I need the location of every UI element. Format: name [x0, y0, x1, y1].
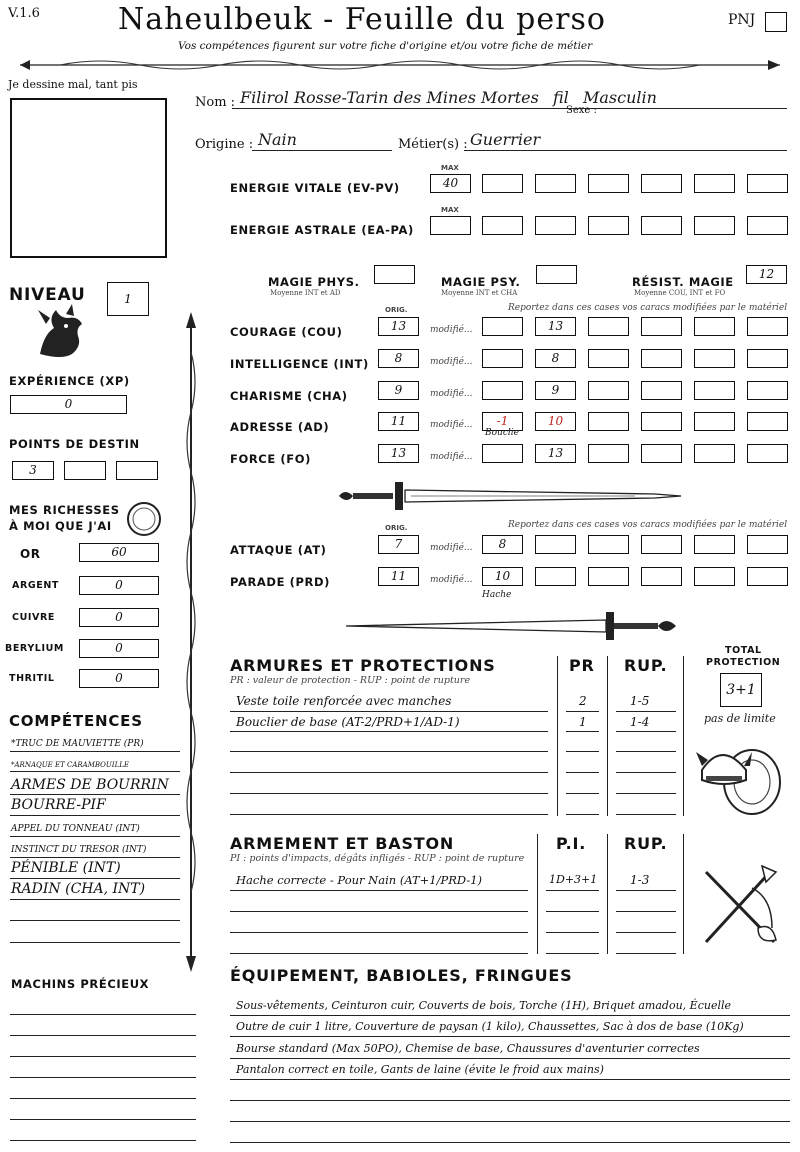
wealth-value-thritil[interactable]: 0	[79, 669, 159, 688]
stat-label-cou: COURAGE (COU)	[230, 325, 343, 339]
stat-val-cou[interactable]: 13	[535, 317, 576, 336]
competences-label: COMPÉTENCES	[9, 712, 143, 730]
destin-box-3[interactable]	[116, 461, 158, 480]
arme-line	[616, 953, 676, 954]
total-protection-label-1: TOTAL	[725, 645, 762, 656]
stat-box[interactable]	[641, 381, 682, 400]
stats-orig-label: ORIG.	[385, 306, 408, 314]
niveau-value[interactable]: 1	[107, 282, 149, 316]
armement-label: ARMEMENT ET BASTON	[230, 834, 455, 853]
stats-note: Reportez dans ces cases vos caracs modifiées par le matériel	[508, 303, 788, 313]
armure-line	[230, 814, 548, 815]
metier-label: Métier(s) :	[398, 137, 468, 152]
ea-max-label: MAX	[441, 206, 459, 214]
ea-box[interactable]	[694, 216, 735, 235]
combat-box[interactable]	[641, 535, 682, 554]
wealth-value-argent[interactable]: 0	[79, 576, 159, 595]
equipement-underline	[230, 1058, 790, 1059]
stat-label-fo: FORCE (FO)	[230, 452, 311, 466]
stat-val-cha[interactable]: 9	[535, 381, 576, 400]
armures-label: ARMURES ET PROTECTIONS	[230, 656, 496, 675]
equipement-underline	[230, 1121, 790, 1122]
ea-label: ENERGIE ASTRALE (EA-PA)	[230, 223, 414, 237]
equipement-underline	[230, 1100, 790, 1101]
arme-rup: 1-3	[630, 873, 650, 887]
combat-label-prd: PARADE (PRD)	[230, 575, 330, 589]
competence-line	[10, 878, 180, 879]
sexe-value[interactable]: fil	[553, 88, 569, 107]
competence-line	[10, 836, 180, 837]
equipement-underline	[230, 1079, 790, 1080]
ev-box[interactable]	[482, 174, 523, 193]
stat-mod-ad[interactable]: -1	[482, 412, 523, 431]
armure-line	[230, 731, 548, 732]
magie-phys-sub: Moyenne INT et AD	[270, 289, 341, 297]
armures-col-pr: PR	[569, 656, 595, 675]
magie-psy-label: MAGIE PSY.	[441, 275, 521, 289]
dragon-icon	[32, 304, 84, 362]
precieux-line	[10, 1140, 196, 1141]
modifie-label: modifié...	[430, 325, 473, 335]
header-ornament-spear	[0, 54, 800, 76]
competence-item: APPEL DU TONNEAU (INT)	[11, 824, 140, 834]
niveau-label: NIVEAU	[9, 285, 86, 305]
armure-line	[616, 731, 676, 732]
stat-box[interactable]	[641, 317, 682, 336]
ea-box[interactable]	[588, 216, 629, 235]
stat-mod-note-ad: Bouclie	[485, 428, 519, 438]
destin-label: POINTS DE DESTIN	[9, 437, 140, 451]
magie-phys-value[interactable]	[374, 265, 415, 284]
stat-box[interactable]	[588, 317, 629, 336]
arme-line	[230, 911, 528, 912]
resist-magie-value[interactable]: 12	[746, 265, 787, 284]
competence-line	[10, 899, 180, 900]
resist-magie-label: RÉSIST. MAGIE	[632, 275, 734, 289]
armures-divider	[683, 656, 684, 816]
stat-val-ad[interactable]: 10	[535, 412, 576, 431]
portrait-caption: Je dessine mal, tant pis	[8, 78, 138, 91]
competence-line	[10, 942, 180, 943]
magie-psy-sub: Moyenne INT et CHA	[441, 289, 518, 297]
wealth-label-berylium: BERYLIUM	[5, 643, 64, 654]
stat-box[interactable]	[588, 381, 629, 400]
metier-value[interactable]: Guerrier	[470, 130, 541, 149]
precieux-line	[10, 1077, 196, 1078]
richesses-label-1: MES RICHESSES	[9, 503, 120, 517]
modifie-label: modifié...	[430, 543, 473, 553]
combat-orig-label: ORIG.	[385, 524, 408, 532]
wealth-value-berylium[interactable]: 0	[79, 639, 159, 658]
destin-value[interactable]: 3	[12, 461, 54, 480]
armure-line	[616, 772, 676, 773]
armure-line	[230, 793, 548, 794]
competence-item: PÉNIBLE (INT)	[11, 860, 121, 876]
stat-orig-cha[interactable]: 9	[378, 381, 419, 400]
ev-box[interactable]	[535, 174, 576, 193]
armure-line	[566, 731, 599, 732]
sexe-label: Sexe :	[566, 105, 597, 116]
combat-box[interactable]	[747, 535, 788, 554]
armement-divider	[537, 834, 538, 954]
coin-icon	[125, 500, 163, 538]
equipement-line: Sous-vêtements, Ceinturon cuir, Couverts de bois, Torche (1H), Briquet amadou, Écuelle	[236, 999, 731, 1012]
stat-orig-int[interactable]: 8	[378, 349, 419, 368]
precieux-line	[10, 1014, 196, 1015]
version-label: V.1.6	[8, 6, 40, 21]
armure-line	[566, 751, 599, 752]
combat-box[interactable]	[535, 535, 576, 554]
competence-line	[10, 794, 180, 795]
stat-box[interactable]	[747, 317, 788, 336]
competence-item: INSTINCT DU TRESOR (INT)	[11, 845, 147, 855]
portrait-box[interactable]	[10, 98, 167, 258]
ev-box[interactable]	[694, 174, 735, 193]
equipement-line: Pantalon correct en toile, Gants de laine (évite le froid aux mains)	[236, 1063, 604, 1076]
equipement-underline	[230, 1015, 790, 1016]
stat-mod-int[interactable]	[482, 349, 523, 368]
stat-box[interactable]	[694, 317, 735, 336]
modifie-label: modifié...	[430, 357, 473, 367]
arme-pi: 1D+3+1	[549, 873, 598, 886]
stat-label-ad: ADRESSE (AD)	[230, 420, 330, 434]
competence-line	[10, 920, 180, 921]
modifie-label: modifié...	[430, 420, 473, 430]
precieux-line	[10, 1098, 196, 1099]
armure-line	[616, 711, 676, 712]
vertical-spear-ornament	[180, 312, 202, 972]
arme-line	[616, 890, 676, 891]
stat-box[interactable]	[747, 381, 788, 400]
xp-label: EXPÉRIENCE (XP)	[9, 374, 130, 388]
combat-mod-note-prd: Hache	[482, 590, 512, 600]
competence-item: BOURRE-PIF	[11, 797, 106, 813]
ev-box[interactable]	[747, 174, 788, 193]
ea-box[interactable]	[641, 216, 682, 235]
arme-line	[230, 953, 528, 954]
armures-divider	[607, 656, 608, 816]
competence-line	[10, 857, 180, 858]
armure-line	[616, 814, 676, 815]
combat-box[interactable]	[588, 567, 629, 586]
armure-line	[616, 793, 676, 794]
armement-col-rup: RUP.	[624, 834, 668, 853]
armure-line	[566, 793, 599, 794]
wealth-value-or[interactable]: 60	[79, 543, 159, 562]
armure-line	[230, 772, 548, 773]
stat-box[interactable]	[694, 444, 735, 463]
stat-box[interactable]	[747, 412, 788, 431]
stat-box[interactable]	[641, 444, 682, 463]
arme-line	[230, 890, 528, 891]
armement-divider	[683, 834, 684, 954]
competence-line	[10, 771, 180, 772]
resist-magie-sub: Moyenne COU, INT et FO	[634, 289, 726, 297]
combat-box[interactable]	[588, 535, 629, 554]
precieux-line	[10, 1035, 196, 1036]
combat-box[interactable]	[641, 567, 682, 586]
armure-line	[566, 711, 599, 712]
magie-phys-label: MAGIE PHYS.	[268, 275, 360, 289]
equipement-underline	[230, 1142, 790, 1143]
wealth-label-cuivre: CUIVRE	[12, 612, 55, 623]
origine-label: Origine :	[195, 137, 254, 152]
nom-underline	[232, 108, 787, 109]
ev-max-label: MAX	[441, 164, 459, 172]
arme-line	[546, 953, 599, 954]
ea-max-value[interactable]	[430, 216, 471, 235]
stat-box[interactable]	[641, 349, 682, 368]
arme-line	[616, 932, 676, 933]
stat-box[interactable]	[641, 412, 682, 431]
stat-mod-cou[interactable]	[482, 317, 523, 336]
armure-name: Veste toile renforcée avec manches	[236, 694, 452, 708]
arme-line	[546, 911, 599, 912]
ea-box[interactable]	[482, 216, 523, 235]
equipement-line: Outre de cuir 1 litre, Couverture de paysan (1 kilo), Chaussettes, Sac à dos de base (10Kg)	[236, 1020, 744, 1033]
combat-note: Reportez dans ces cases vos caracs modifiées par le matériel	[508, 520, 788, 530]
stat-box[interactable]	[747, 444, 788, 463]
arme-line	[230, 932, 528, 933]
equipement-label: ÉQUIPEMENT, BABIOLES, FRINGUES	[230, 966, 573, 985]
stat-box[interactable]	[747, 349, 788, 368]
arme-line	[546, 932, 599, 933]
stat-box[interactable]	[588, 349, 629, 368]
stat-orig-cou[interactable]: 13	[378, 317, 419, 336]
stat-val-int[interactable]: 8	[535, 349, 576, 368]
equipement-underline	[230, 1036, 790, 1037]
combat-mod-prd[interactable]: 10	[482, 567, 523, 586]
stat-orig-ad[interactable]: 11	[378, 412, 419, 431]
armure-line	[616, 751, 676, 752]
wealth-value-cuivre[interactable]: 0	[79, 608, 159, 627]
total-protection-value[interactable]: 3+1	[720, 673, 762, 707]
armures-divider	[557, 656, 558, 816]
xp-value[interactable]: 0	[10, 395, 127, 414]
armure-line	[230, 751, 548, 752]
stat-box[interactable]	[588, 412, 629, 431]
precieux-label: MACHINS PRÉCIEUX	[11, 977, 150, 991]
total-protection-note: pas de limite	[704, 712, 776, 725]
stat-box[interactable]	[694, 381, 735, 400]
armures-col-rup: RUP.	[624, 656, 668, 675]
destin-box-2[interactable]	[64, 461, 106, 480]
armement-col-pi: P.I.	[556, 834, 587, 853]
ev-max-value[interactable]: 40	[430, 174, 471, 193]
stat-box[interactable]	[588, 444, 629, 463]
total-protection-label-2: PROTECTION	[706, 657, 781, 668]
armures-sub: PR : valeur de protection - RUP : point de rupture	[230, 675, 471, 686]
pnj-checkbox[interactable]	[765, 12, 787, 32]
armure-rup: 1-5	[630, 694, 650, 708]
stat-mod-cha[interactable]	[482, 381, 523, 400]
stat-box[interactable]	[694, 412, 735, 431]
combat-box[interactable]	[694, 535, 735, 554]
sword-ornament-icon	[342, 608, 684, 644]
modifie-label: modifié...	[430, 575, 473, 585]
sheet-subtitle: Vos compétences figurent sur votre fiche d'origine et/ou votre fiche de métier	[178, 40, 593, 52]
magie-psy-value[interactable]	[536, 265, 577, 284]
combat-orig-at[interactable]: 7	[378, 535, 419, 554]
pnj-label: PNJ	[728, 12, 756, 28]
combat-box[interactable]	[747, 567, 788, 586]
stat-val-fo[interactable]: 13	[535, 444, 576, 463]
stat-box[interactable]	[694, 349, 735, 368]
precieux-line	[10, 1056, 196, 1057]
wealth-label-or: OR	[20, 547, 41, 561]
combat-label-at: ATTAQUE (AT)	[230, 543, 327, 557]
competence-item: ARMES DE BOURRIN	[11, 777, 169, 793]
modifie-label: modifié...	[430, 389, 473, 399]
armure-line	[230, 711, 548, 712]
armement-divider	[607, 834, 608, 954]
armement-sub: PI : points d'impacts, dégâts infligés - RUP : point de rupture	[230, 853, 525, 864]
sheet-title: Naheulbeuk - Feuille du perso	[118, 2, 606, 37]
modifie-label: modifié...	[430, 452, 473, 462]
sexe-value-2[interactable]: Masculin	[583, 88, 657, 107]
origine-underline	[252, 150, 392, 151]
ea-box[interactable]	[535, 216, 576, 235]
ev-box[interactable]	[641, 174, 682, 193]
armure-line	[566, 772, 599, 773]
stat-mod-fo[interactable]	[482, 444, 523, 463]
armure-pr: 1	[579, 715, 587, 729]
stat-orig-fo[interactable]: 13	[378, 444, 419, 463]
ev-label: ENERGIE VITALE (EV-PV)	[230, 181, 400, 195]
competence-line	[10, 815, 180, 816]
equipement-line: Bourse standard (Max 50PO), Chemise de base, Chaussures d'aventurier correctes	[236, 1042, 700, 1055]
armure-pr: 2	[579, 694, 587, 708]
precieux-line	[10, 1119, 196, 1120]
weapons-icon	[692, 858, 788, 954]
arme-line	[616, 911, 676, 912]
combat-box[interactable]	[535, 567, 576, 586]
ea-box[interactable]	[747, 216, 788, 235]
wealth-label-thritil: THRITIL	[9, 673, 55, 684]
stat-label-int: INTELLIGENCE (INT)	[230, 357, 369, 371]
combat-orig-prd[interactable]: 11	[378, 567, 419, 586]
ev-box[interactable]	[588, 174, 629, 193]
combat-mod-at[interactable]: 8	[482, 535, 523, 554]
helmet-shield-icon	[694, 730, 786, 820]
armure-line	[566, 814, 599, 815]
stat-label-cha: CHARISME (CHA)	[230, 389, 348, 403]
arme-line	[546, 890, 599, 891]
sword-ornament-icon	[335, 478, 685, 514]
combat-box[interactable]	[694, 567, 735, 586]
competence-item: *ARNAQUE ET CARAMBOUILLE	[11, 761, 129, 769]
competence-item: *TRUC DE MAUVIETTE (PR)	[11, 739, 144, 749]
competence-item: RADIN (CHA, INT)	[11, 881, 146, 897]
armure-rup: 1-4	[630, 715, 650, 729]
armure-name: Bouclier de base (AT-2/PRD+1/AD-1)	[236, 715, 460, 729]
origine-value[interactable]: Nain	[258, 130, 297, 149]
nom-label: Nom :	[195, 95, 236, 110]
metier-underline	[464, 150, 787, 151]
competence-line	[10, 751, 180, 752]
richesses-label-2: À MOI QUE J'AI	[9, 519, 112, 533]
wealth-label-argent: ARGENT	[12, 580, 59, 591]
arme-name: Hache correcte - Pour Nain (AT+1/PRD-1)	[236, 873, 483, 887]
nom-value[interactable]: Filirol Rosse-Tarin des Mines Mortes	[240, 88, 539, 107]
